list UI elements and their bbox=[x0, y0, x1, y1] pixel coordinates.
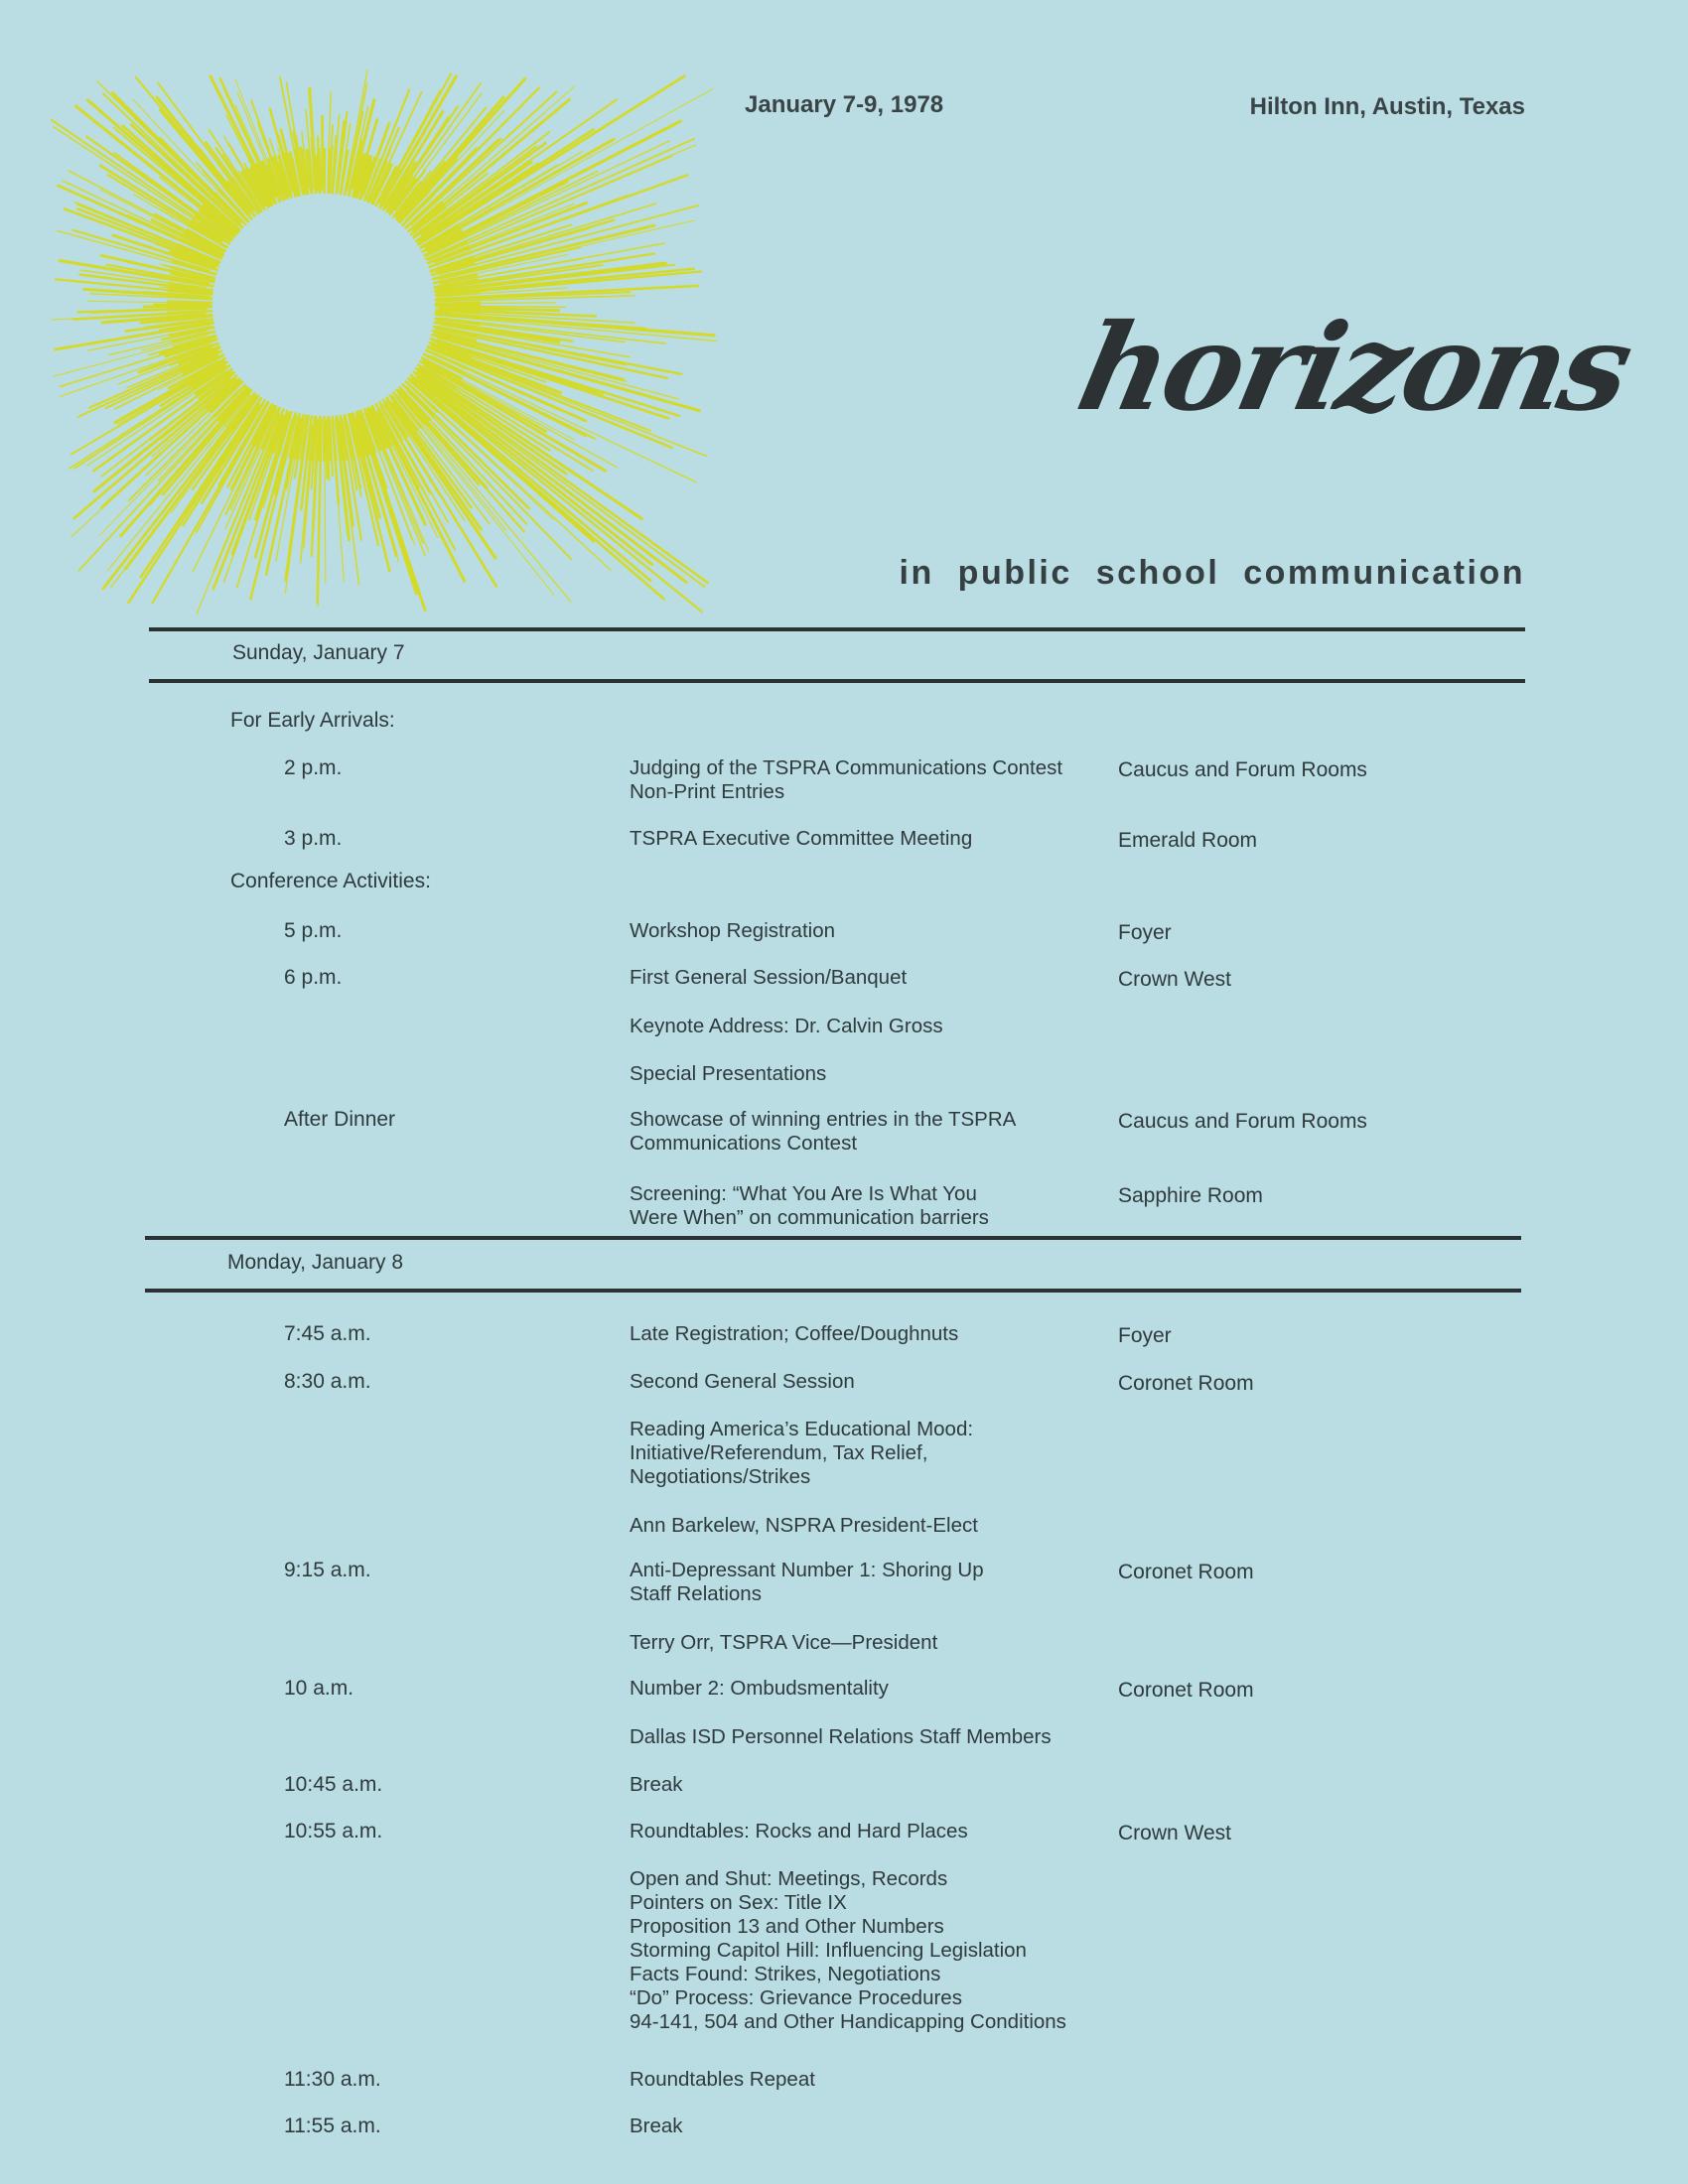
row-location: Sapphire Room bbox=[1118, 1184, 1263, 1207]
sun-ray bbox=[421, 376, 704, 586]
row-time: 11:30 a.m. bbox=[284, 2068, 381, 2091]
row-event: Judging of the TSPRA Communications Contest Non-Print Entries bbox=[630, 756, 1063, 803]
row-event: Showcase of winning entries in the TSPRA Communications Contest bbox=[630, 1108, 1017, 1155]
row-event: Dallas ISD Personnel Relations Staff Members bbox=[630, 1725, 1052, 1748]
row-event: Special Presentations bbox=[630, 1062, 827, 1085]
row-time: 7:45 a.m. bbox=[284, 1322, 371, 1345]
row-location: Coronet Room bbox=[1118, 1679, 1254, 1702]
row-time: 9:15 a.m. bbox=[284, 1559, 371, 1581]
row-event: Second General Session bbox=[630, 1370, 855, 1393]
row-location: Crown West bbox=[1118, 968, 1231, 991]
row-time: 3 p.m. bbox=[284, 827, 343, 850]
row-event: Roundtables Repeat bbox=[630, 2068, 815, 2091]
rule-monday-top bbox=[145, 1236, 1521, 1240]
rule-monday-bottom bbox=[145, 1289, 1521, 1293]
rule-sunday-top bbox=[149, 627, 1525, 631]
row-location: Emerald Room bbox=[1118, 829, 1258, 852]
row-event: Ann Barkelew, NSPRA President-Elect bbox=[630, 1514, 978, 1537]
sun-ray bbox=[326, 421, 327, 478]
day-heading-monday: Monday, January 8 bbox=[227, 1251, 404, 1274]
row-event: Late Registration; Coffee/Doughnuts bbox=[630, 1322, 959, 1345]
row-location: Crown West bbox=[1118, 1822, 1231, 1844]
row-location: Caucus and Forum Rooms bbox=[1118, 1110, 1367, 1133]
row-event: Reading America’s Educational Mood: Initiative/Referendum, Tax Relief, Negotiations/Strikes bbox=[630, 1418, 974, 1488]
sun-ray bbox=[419, 380, 652, 565]
row-time: After Dinner bbox=[284, 1108, 396, 1131]
horizons-wordmark: horizons bbox=[1067, 298, 1641, 438]
row-event: Terry Orr, TSPRA Vice—President bbox=[630, 1631, 938, 1654]
sunburst-logo bbox=[40, 60, 755, 635]
row-location: Coronet Room bbox=[1118, 1372, 1254, 1395]
row-time: 6 p.m. bbox=[284, 966, 343, 989]
row-event: Workshop Registration bbox=[630, 919, 835, 942]
section-conference-activities: Conference Activities: bbox=[230, 870, 431, 892]
row-time: 10:45 a.m. bbox=[284, 1773, 383, 1796]
row-event: TSPRA Executive Committee Meeting bbox=[630, 827, 973, 850]
section-early-arrivals: For Early Arrivals: bbox=[230, 709, 395, 732]
row-event: Roundtables: Rocks and Hard Places bbox=[630, 1820, 968, 1843]
row-event: Break bbox=[630, 2115, 683, 2137]
event-date: January 7-9, 1978 bbox=[745, 91, 944, 118]
sun-center bbox=[212, 194, 435, 416]
row-event: Open and Shut: Meetings, Records Pointers on Sex: Title IX Proposition 13 and Other Numbers Storming Capitol Hill: Influencing Legislation Facts Found: Strikes, Negotiations “Do” Process: Grievance Procedures 94-141, 504 and Other Handicapping Conditions bbox=[630, 1867, 1066, 2033]
row-event: Screening: “What You Are Is What You Were When” on communication barriers bbox=[630, 1182, 989, 1229]
row-event: Anti-Depressant Number 1: Shoring Up Staff Relations bbox=[630, 1559, 984, 1605]
row-location: Foyer bbox=[1118, 921, 1172, 944]
row-event: Keynote Address: Dr. Calvin Gross bbox=[630, 1015, 943, 1037]
row-location: Coronet Room bbox=[1118, 1561, 1254, 1583]
row-event: First General Session/Banquet bbox=[630, 966, 908, 989]
row-time: 10:55 a.m. bbox=[284, 1820, 383, 1843]
row-event: Break bbox=[630, 1773, 683, 1796]
sun-ray bbox=[323, 116, 324, 188]
row-time: 11:55 a.m. bbox=[284, 2115, 381, 2137]
row-time: 2 p.m. bbox=[284, 756, 343, 779]
row-event: Number 2: Ombudsmentality bbox=[630, 1677, 889, 1700]
row-time: 10 a.m. bbox=[284, 1677, 354, 1700]
row-time: 8:30 a.m. bbox=[284, 1370, 371, 1393]
tagline: in public school communication bbox=[899, 554, 1525, 592]
row-location: Caucus and Forum Rooms bbox=[1118, 758, 1367, 781]
row-time: 5 p.m. bbox=[284, 919, 343, 942]
event-venue: Hilton Inn, Austin, Texas bbox=[1249, 93, 1525, 120]
row-location: Foyer bbox=[1118, 1324, 1172, 1347]
day-heading-sunday: Sunday, January 7 bbox=[232, 641, 405, 664]
rule-sunday-bottom bbox=[149, 679, 1525, 683]
